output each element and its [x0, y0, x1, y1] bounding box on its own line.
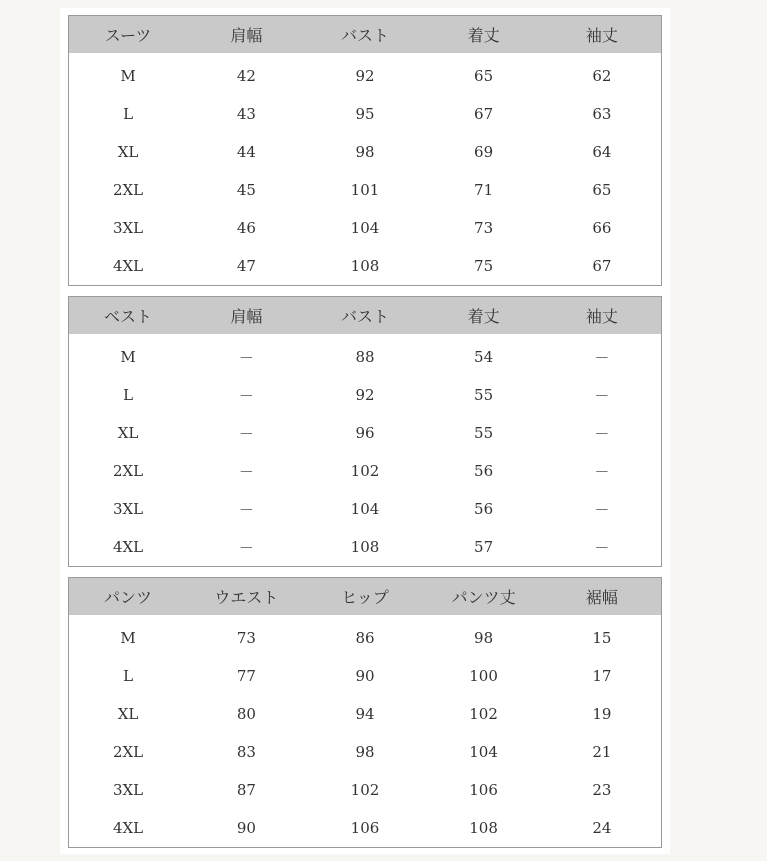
column-header: 着丈: [424, 16, 543, 54]
table-cell: 2XL: [112, 181, 144, 199]
table-cell: 108: [350, 538, 380, 556]
column-header: 肩幅: [187, 16, 306, 54]
table-cell: －: [238, 386, 254, 405]
table-row: [69, 733, 662, 771]
table-cell: 98: [474, 629, 494, 647]
table-cell: 75: [474, 257, 494, 275]
table-cell: 87: [236, 781, 256, 799]
table-cell: 57: [474, 538, 494, 556]
table-cell: 100: [469, 667, 498, 685]
table-cell: XL: [117, 424, 139, 442]
table-cell: 45: [236, 181, 256, 199]
table-cell: 64: [592, 143, 612, 161]
table-row: [69, 53, 662, 95]
table-row: [69, 695, 662, 733]
table-cell: 56: [474, 462, 494, 480]
table-cell: 65: [474, 67, 494, 85]
table-cell: －: [594, 386, 610, 405]
column-header: スーツ: [69, 16, 188, 54]
table-cell: 104: [350, 500, 380, 518]
table-cell: 101: [350, 181, 380, 199]
table-cell: M: [120, 629, 136, 647]
column-header: 袖丈: [543, 297, 662, 335]
table-cell: －: [594, 348, 610, 367]
vest-size-table: [68, 296, 662, 567]
suit-size-table: [68, 15, 662, 286]
table-cell: －: [594, 462, 610, 481]
table-cell: 42: [236, 67, 256, 85]
table-cell: 4XL: [112, 538, 144, 556]
table-cell: 83: [236, 743, 256, 761]
pants-size-table: [68, 577, 662, 848]
table-cell: 67: [474, 105, 494, 123]
table-row: [69, 209, 662, 247]
table-cell: 3XL: [112, 500, 144, 518]
table-cell: L: [123, 105, 134, 123]
table-cell: －: [594, 424, 610, 443]
table-cell: 102: [350, 462, 380, 480]
table-cell: 62: [592, 67, 612, 85]
table-cell: －: [238, 500, 254, 519]
table-cell: －: [238, 462, 254, 481]
table-cell: 55: [474, 386, 494, 404]
column-header: パンツ: [69, 578, 188, 616]
table-cell: 19: [592, 705, 612, 723]
column-header: 肩幅: [187, 297, 306, 335]
table-cell: －: [594, 538, 610, 557]
table-cell: 73: [236, 629, 256, 647]
table-cell: 69: [474, 143, 494, 161]
table-row: [69, 657, 662, 695]
table-cell: 96: [355, 424, 375, 442]
table-cell: 88: [355, 348, 375, 366]
table-cell: L: [123, 386, 134, 404]
table-cell: 67: [592, 257, 612, 275]
table-cell: 66: [592, 219, 612, 237]
table-cell: 71: [474, 181, 494, 199]
table-cell: XL: [117, 143, 139, 161]
table-cell: 92: [355, 386, 375, 404]
table-row: [69, 334, 662, 376]
table-cell: 73: [474, 219, 494, 237]
table-cell: 80: [236, 705, 256, 723]
table-cell: 102: [469, 705, 498, 723]
table-header-row: [69, 297, 662, 335]
table-cell: 108: [350, 257, 380, 275]
column-header: 裾幅: [543, 578, 662, 616]
table-row: [69, 376, 662, 414]
table-cell: 2XL: [112, 462, 144, 480]
table-cell: 46: [236, 219, 256, 237]
column-header: ウエスト: [187, 578, 306, 616]
table-cell: L: [123, 667, 134, 685]
table-header-row: [69, 578, 662, 616]
table-cell: 106: [469, 781, 498, 799]
table-cell: 65: [592, 181, 612, 199]
table-cell: 102: [350, 781, 380, 799]
table-row: [69, 771, 662, 809]
column-header: ベスト: [69, 297, 188, 335]
table-cell: 4XL: [112, 819, 144, 837]
table-cell: －: [238, 538, 254, 557]
table-row: [69, 490, 662, 528]
table-row: [69, 247, 662, 286]
table-header-row: [69, 16, 662, 54]
table-row: [69, 95, 662, 133]
table-cell: 94: [355, 705, 375, 723]
table-cell: 23: [592, 781, 612, 799]
table-cell: M: [120, 348, 136, 366]
table-cell: 108: [469, 819, 498, 837]
table-cell: 17: [592, 667, 612, 685]
table-row: [69, 452, 662, 490]
table-row: [69, 615, 662, 657]
table-row: [69, 171, 662, 209]
table-cell: 47: [236, 257, 256, 275]
table-cell: 104: [469, 743, 498, 761]
table-row: [69, 133, 662, 171]
table-cell: 90: [355, 667, 375, 685]
table-cell: 3XL: [112, 219, 144, 237]
table-cell: －: [238, 348, 254, 367]
table-cell: 3XL: [112, 781, 144, 799]
table-cell: 56: [474, 500, 494, 518]
table-cell: 2XL: [112, 743, 144, 761]
table-cell: 90: [236, 819, 256, 837]
table-cell: 43: [236, 105, 256, 123]
table-cell: 77: [236, 667, 256, 685]
table-cell: XL: [117, 705, 139, 723]
column-header: パンツ丈: [424, 578, 543, 616]
table-cell: 44: [236, 143, 256, 161]
table-cell: M: [120, 67, 136, 85]
column-header: 袖丈: [543, 16, 662, 54]
column-header: バスト: [306, 16, 425, 54]
table-cell: 86: [355, 629, 375, 647]
table-row: [69, 809, 662, 848]
table-cell: 55: [474, 424, 494, 442]
table-cell: 24: [592, 819, 612, 837]
column-header: 着丈: [424, 297, 543, 335]
table-cell: 104: [350, 219, 380, 237]
table-cell: 95: [355, 105, 375, 123]
table-cell: 106: [350, 819, 380, 837]
table-row: [69, 528, 662, 567]
table-cell: 15: [592, 629, 612, 647]
table-cell: 92: [355, 67, 375, 85]
table-cell: 63: [592, 105, 612, 123]
table-cell: －: [238, 424, 254, 443]
table-cell: 98: [355, 743, 375, 761]
table-cell: 21: [592, 743, 612, 761]
table-row: [69, 414, 662, 452]
table-cell: －: [594, 500, 610, 519]
table-cell: 98: [355, 143, 375, 161]
column-header: ヒップ: [306, 578, 425, 616]
table-cell: 54: [474, 348, 494, 366]
column-header: バスト: [306, 297, 425, 335]
table-cell: 4XL: [112, 257, 144, 275]
